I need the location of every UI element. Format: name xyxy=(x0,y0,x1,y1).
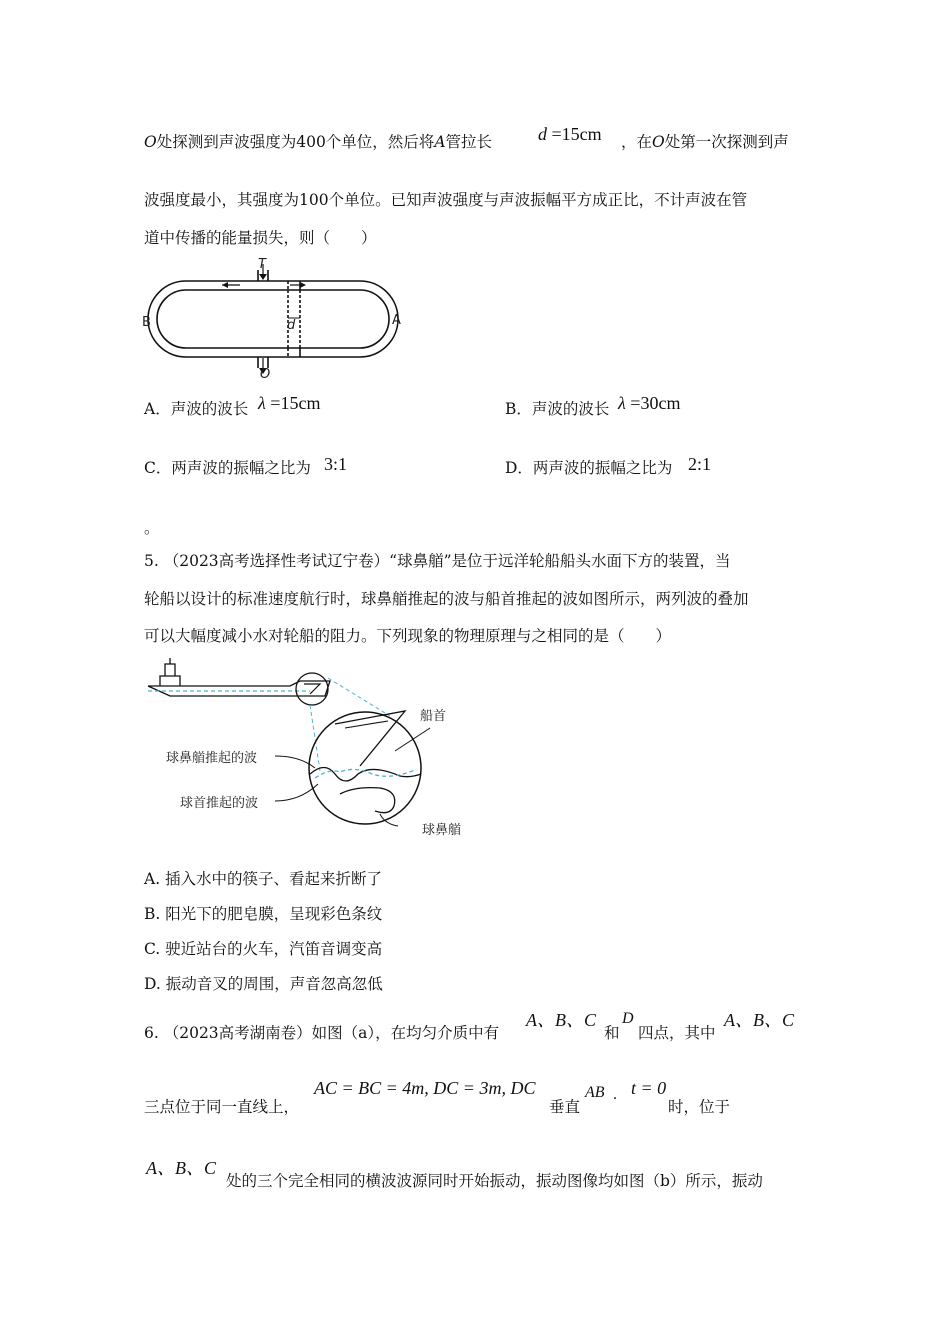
q4-option-d xyxy=(505,458,672,478)
q5-fig-bulb-label: 球鼻艏 xyxy=(422,823,462,838)
q6-line1-t2: 四点，其中 xyxy=(638,1024,716,1042)
q5-line3: 可以大幅度减小水对轮船的阻力。下列现象的物理原理与之相同的是（ ） xyxy=(144,627,672,645)
q5-fig-bulb-wave-label: 球鼻艏推起的波 xyxy=(166,751,258,766)
q4-l1-t4: 处第一次探测到声 xyxy=(664,133,789,151)
q5-option-c: C. 驶近站台的火车，汽笛音调变高 xyxy=(144,940,383,958)
q4-line1 xyxy=(144,132,492,152)
q5-line1: 5. （2023高考选择性考试辽宁卷）“球鼻艏”是位于远洋轮船船头水面下方的装置，当 xyxy=(144,552,731,570)
q4-option-b-val: =30cm xyxy=(630,393,681,413)
q4-option-c xyxy=(144,458,311,478)
q4-d-eq xyxy=(538,124,602,145)
q4-l1-t2: 管拉长 xyxy=(445,133,493,151)
q4-o2: O xyxy=(652,133,665,151)
q4-l1-t1: 处探测到声波强度为400个单位，然后将 xyxy=(156,133,435,151)
q5-line2: 轮船以设计的标准速度航行时，球鼻艏推起的波与船首推起的波如图所示，两列波的叠加 xyxy=(144,590,749,608)
q6-line3-t1: 处的三个完全相同的横波波源同时开始振动，振动图像均如图（b）所示，振动 xyxy=(226,1172,763,1190)
q5-option-a: A. 插入水中的筷子、看起来折断了 xyxy=(144,870,383,888)
q4-option-d-val: 2:1 xyxy=(688,454,712,474)
q6-line1-m2: D xyxy=(622,1010,634,1027)
q4-option-a xyxy=(144,399,248,419)
q4-fig-O: O xyxy=(260,367,271,382)
q4-eq: =15cm xyxy=(551,124,602,144)
q4-option-a-val: =15cm xyxy=(270,393,321,413)
q4-d: d xyxy=(538,124,547,144)
q4-o1: O xyxy=(144,133,157,151)
q6-line2-m3: t = 0 xyxy=(631,1078,667,1098)
q4-tube-figure xyxy=(140,257,410,382)
q4-option-b-label: B．声波的波长 xyxy=(505,400,610,418)
q4-option-b xyxy=(505,399,609,419)
q4-fig-A: A xyxy=(392,313,401,328)
q6-line1-and: 和 xyxy=(604,1024,620,1042)
q5-option-d: D. 振动音叉的周围，声音忽高忽低 xyxy=(144,975,383,993)
q4-option-b-math xyxy=(618,393,680,414)
q6-line2-dot: . xyxy=(613,1086,617,1103)
q6-line1-text: 6. （2023高考湖南卷）如图（a），在均匀介质中有 xyxy=(144,1024,500,1042)
q4-fig-d: d xyxy=(287,318,296,333)
q4-option-d-label: D．两声波的振幅之比为 xyxy=(505,459,673,477)
q6-line2-m2: AB xyxy=(585,1084,605,1101)
q4-option-c-val: 3:1 xyxy=(324,454,348,474)
q4-fig-T: T xyxy=(258,257,266,272)
q6-line3-m1: A、B、C xyxy=(146,1158,216,1178)
q4-option-a-sym: λ xyxy=(258,393,266,413)
q4-option-c-label: C．两声波的振幅之比为 xyxy=(144,459,311,477)
q4-line1-end xyxy=(621,132,789,152)
q6-line2-t1: 三点位于同一直线上， xyxy=(144,1098,300,1116)
q6-line1-m1: A、B、C xyxy=(526,1010,596,1030)
q6-line1-m3: A、B、C xyxy=(724,1010,794,1030)
q5-fig-bow-label: 船首 xyxy=(420,709,447,724)
q5-option-b: B. 阳光下的肥皂膜，呈现彩色条纹 xyxy=(144,905,383,923)
q4-line3: 道中传播的能量损失，则（ ） xyxy=(144,229,377,247)
q4-fig-B: B xyxy=(142,315,151,330)
q5-fig-bow-wave-label: 球首推起的波 xyxy=(180,796,259,811)
q6-line2-t3: 时，位于 xyxy=(668,1098,731,1116)
q5-ship-figure xyxy=(140,656,470,836)
q4-option-b-sym: λ xyxy=(618,393,626,413)
q4-a: A xyxy=(434,133,446,151)
q4-line2: 波强度最小，其强度为100个单位。已知声波强度与声波振幅平方成正比，不计声波在管 xyxy=(144,191,748,209)
q6-line2-t2: 垂直 xyxy=(549,1098,581,1116)
q4-l1-t3: ，在 xyxy=(621,133,653,151)
q4-trailing: 。 xyxy=(144,519,160,537)
q4-option-a-label: A．声波的波长 xyxy=(144,400,249,418)
q6-line2-m1: AC = BC = 4m, DC = 3m, DC xyxy=(314,1078,536,1098)
q4-option-a-math xyxy=(258,393,320,414)
